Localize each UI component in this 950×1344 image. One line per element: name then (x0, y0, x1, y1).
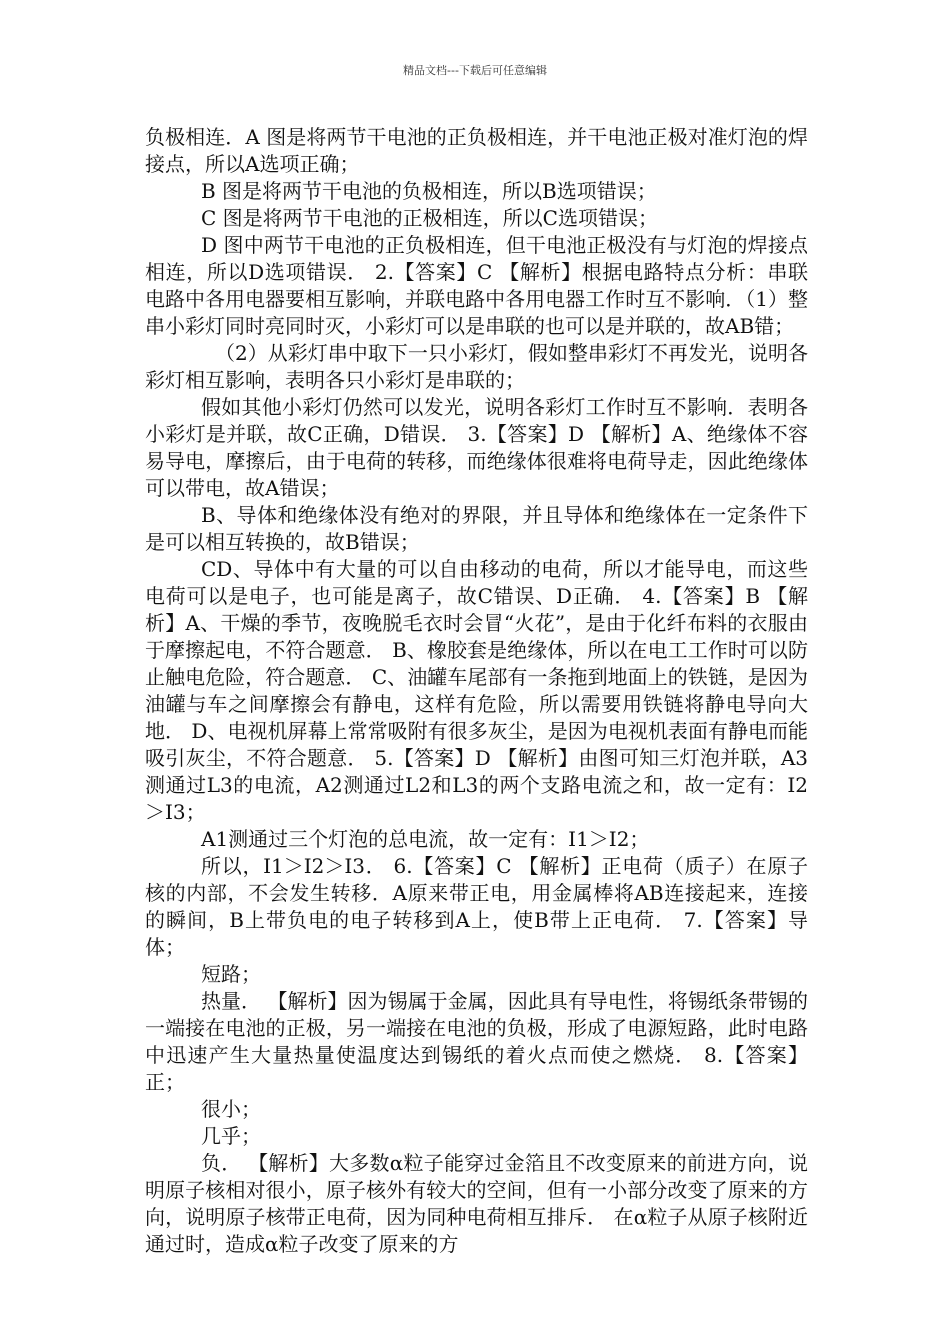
paragraph: 负极相连．A 图是将两节干电池的正负极相连，并干电池正极对准灯泡的焊接点，所以A选项正确； (145, 125, 808, 176)
paragraph: 负． 【解析】大多数α粒子能穿过金箔且不改变原来的前进方向，说明原子核相对很小，原子核外有较大的空间，但有一小部分改变了原来的方向，说明原子核带正电荷，因为同种电荷相互排斥． 在α粒子从原子核附近通过时，造成α粒子改变了原来的方 (145, 1151, 808, 1256)
paragraph: （2）从彩灯串中取下一只小彩灯，假如整串彩灯不再发光，说明各彩灯相互影响，表明各只小彩灯是串联的； (145, 341, 808, 392)
paragraph: 很小； (201, 1097, 261, 1121)
paragraph: 热量． 【解析】因为锡属于金属，因此具有导电性，将锡纸条带锡的一端接在电池的正极，另一端接在电池的负极，形成了电源短路，此时电路中迅速产生大量热量使温度达到锡纸的着火点而使之燃烧． 8.【答案】正； (145, 989, 808, 1094)
document-body (145, 124, 808, 1258)
paragraph: 几乎； (201, 1124, 261, 1148)
paragraph: A1测通过三个灯泡的总电流，故一定有：I1＞I2； (201, 827, 650, 851)
paragraph: B、导体和绝缘体没有绝对的界限，并且导体和绝缘体在一定条件下是可以相互转换的，故B错误； (145, 503, 808, 554)
paragraph: D 图中两节干电池的正负极相连，但干电池正极没有与灯泡的焊接点相连，所以D选项错误． 2.【答案】C 【解析】根据电路特点分析：串联电路中各用电器要相互影响，并联电路中各用电器工作时互不影响．（1）整串小彩灯同时亮同时灭，小彩灯可以是串联的也可以是并联的，故AB错； (145, 233, 808, 338)
paragraph: CD、导体中有大量的可以自由移动的电荷，所以才能导电，而这些电荷可以是电子，也可能是离子，故C错误、D正确． 4.【答案】B 【解析】A、干燥的季节，夜晚脱毛衣时会冒“火花”，是由于化纤布料的衣服由于摩擦起电，不符合题意． B、橡胶套是绝缘体，所以在电工工作时可以防止触电危险，符合题意． C、油罐车尾部有一条拖到地面上的铁链，是因为油罐与车之间摩擦会有静电，这样有危险，所以需要用铁链将静电导向大地． D、电视机屏幕上常常吸附有很多灰尘，是因为电视机表面有静电而能吸引灰尘，不符合题意． 5.【答案】D 【解析】由图可知三灯泡并联，A3测通过L3的电流，A2测通过L2和L3的两个支路电流之和，故一定有：I2＞I3； (145, 557, 808, 824)
paragraph: 所以，I1＞I2＞I3． 6.【答案】C 【解析】正电荷（质子）在原子核的内部，不会发生转移．A原来带正电，用金属棒将AB连接起来，连接的瞬间，B上带负电的电子转移到A上，使B带上正电荷． 7.【答案】导体； (145, 854, 808, 959)
paragraph: C 图是将两节干电池的正极相连，所以C选项错误； (201, 206, 658, 230)
page-header: 精品文档---下载后可任意编辑 (403, 64, 547, 77)
paragraph: 假如其他小彩灯仍然可以发光，说明各彩灯工作时互不影响．表明各小彩灯是并联，故C正确，D错误． 3.【答案】D 【解析】A、绝缘体不容易导电，摩擦后，由于电荷的转移，而绝缘体很难将电荷导走，因此绝缘体可以带电，故A错误； (145, 395, 808, 500)
paragraph: B 图是将两节干电池的负极相连，所以B选项错误； (201, 179, 657, 203)
paragraph: 短路； (201, 962, 261, 986)
